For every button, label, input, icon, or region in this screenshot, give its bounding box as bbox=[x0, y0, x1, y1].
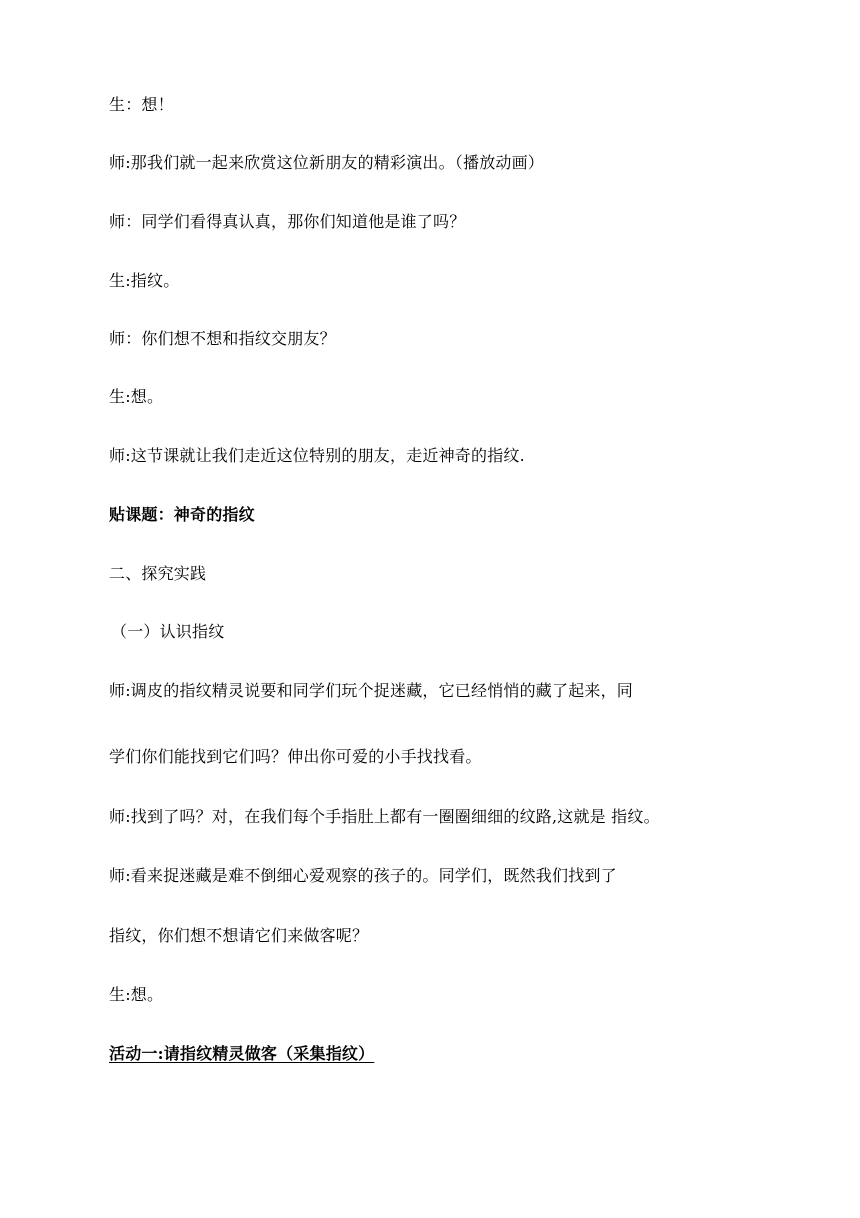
dialogue-line-student: 生：想！ bbox=[109, 95, 174, 114]
dialogue-line-teacher: 师:调皮的指纹精灵说要和同学们玩个捉迷藏，它已经悄悄的藏了起来，同 bbox=[109, 681, 633, 700]
dialogue-line-student: 生:想。 bbox=[109, 985, 164, 1004]
dialogue-line-teacher: 师:这节课就让我们走近这位特别的朋友，走近神奇的指纹. bbox=[109, 446, 525, 465]
subsection-heading: （一）认识指纹 bbox=[111, 622, 225, 641]
dialogue-line-teacher: 师:看来捉迷藏是难不倒细心爱观察的孩子的。同学们，既然我们找到了 bbox=[109, 866, 617, 885]
dialogue-line-teacher: 师:找到了吗？对，在我们每个手指肚上都有一圈圈细细的纹路,这就是 指纹。 bbox=[109, 807, 660, 826]
dialogue-line-continuation: 指纹，你们想不想请它们来做客呢？ bbox=[109, 926, 369, 945]
dialogue-line-teacher: 师：你们想不想和指纹交朋友？ bbox=[109, 329, 336, 348]
dialogue-line-continuation: 学们你们能找到它们吗？伸出你可爱的小手找找看。 bbox=[109, 747, 482, 766]
activity-heading: 活动一:请指纹精灵做客（采集指纹） bbox=[109, 1044, 375, 1063]
lesson-title-heading: 贴课题：神奇的指纹 bbox=[109, 505, 255, 524]
dialogue-line-student: 生:想。 bbox=[109, 387, 164, 406]
section-heading: 二、探究实践 bbox=[109, 564, 207, 583]
dialogue-line-teacher: 师：同学们看得真认真，那你们知道他是谁了吗？ bbox=[109, 212, 466, 231]
dialogue-line-teacher: 师:那我们就一起来欣赏这位新朋友的精彩演出。（播放动画） bbox=[109, 153, 544, 172]
dialogue-line-student: 生:指纹。 bbox=[109, 271, 180, 290]
